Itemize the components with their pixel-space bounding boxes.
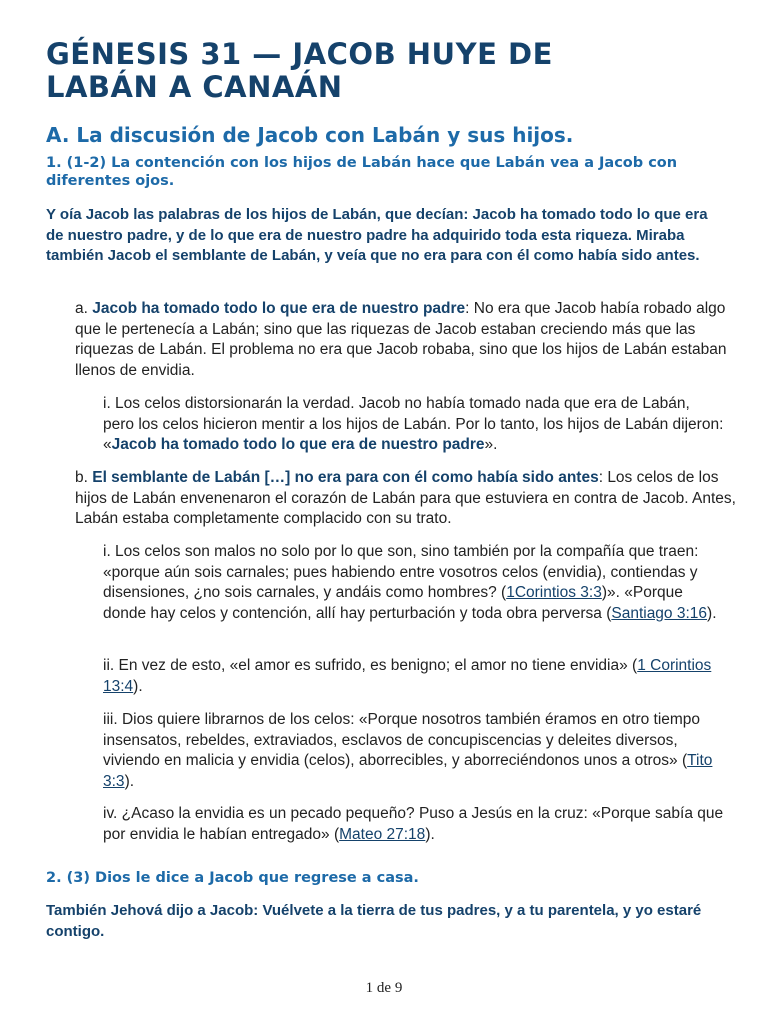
subheading-1: 1. (1-2) La contención con los hijos de Labán hace que Labán vea a Jacob con diferentes ojos. [46, 155, 678, 189]
reference-link-1-corintios-13-4[interactable]: 1 Corintios 13:4 [103, 657, 712, 695]
scripture-verse-2: También Jehová dijo a Jacob: Vuélvete a la tierra de tus padres, y a tu parentela, y yo estaré contigo. [46, 902, 702, 940]
point-b-marker: b. [75, 469, 93, 486]
reference-link-mateo-27-18[interactable]: Mateo 27:18 [339, 825, 426, 843]
point-b-iii-text-2: ). [124, 772, 135, 790]
point-a-i-text: i. Los celos distorsionarán la verdad. Jacob no había tomado nada que era de Labán, pero los celos hicieron mentir a los hijos de Labán. Por lo tanto, los hijos de Labán dijeron: « [103, 395, 724, 453]
section-heading-a: A. La discusión de Jacob con Labán y sus hijos. [46, 123, 574, 147]
point-a-i-quote: Jacob ha tomado todo lo que era de nuestro padre [111, 436, 485, 453]
point-b-iv-text-2: ). [425, 825, 435, 843]
point-b-i [103, 542, 725, 624]
point-b [75, 468, 747, 530]
title-line-1: GÉNESIS 31 — JACOB HUYE DE [46, 37, 553, 71]
point-b-i-text-1: i. Los celos son malos no solo por lo que son, sino también por la compañía que traen: «porque aún sois carnales; pues habiendo entre vosotros celos (envidia), contiendas y disensiones, ¿no sois carnales, y andáis como hombres? ( [103, 543, 699, 601]
point-b-ii-text-1: ii. En vez de esto, «el amor es sufrido, es benigno; el amor no tiene envidia» ( [103, 657, 638, 674]
point-a-i-end: ». [484, 436, 498, 453]
point-b-text: : Los celos de los hijos de Labán envenenaron el corazón de Labán para que estuviera en contra de Jacob. Antes, Labán estaba completamente complacido con su trato. [75, 469, 736, 527]
point-b-iii-text-1: iii. Dios quiere librarnos de los celos: «Porque nosotros también éramos en otro tiempo insensatos, rebeldes, extraviados, esclavos de concupiscencias y deleites diversos, viviendo en malicia y envidia (celos), aborrecibles, y aborreciéndonos unos a otros» ( [103, 711, 701, 769]
point-b-iv-text-1: iv. ¿Acaso la envidia es un pecado pequeño? Puso a Jesús en la cruz: «Porque sabía que por envidia le habían entregado» ( [103, 805, 724, 843]
page-number: 1 de 9 [365, 980, 403, 996]
point-a [75, 299, 747, 381]
point-b-i-text-3: ). [707, 604, 717, 622]
point-b-iii [103, 710, 725, 792]
point-a-i [103, 394, 725, 456]
point-b-ii-text-2: ). [133, 677, 143, 695]
scripture-verse-1: Y oía Jacob las palabras de los hijos de Labán, que decían: Jacob ha tomado todo lo que era de nuestro padre, y de lo que era de nuestro padre ha adquirido toda esta riqueza. Miraba también Jacob el semblante de Labán, y veía que no era para con él como había sido antes. [46, 206, 708, 264]
point-a-text: : No era que Jacob había robado algo que le pertenecía a Labán; sino que las riquezas de Jacob estaban creciendo más que las riquezas de Labán. El problema no era que Jacob robaba, sino que los hijos de Labán estaban llenos de envidia. [75, 300, 727, 379]
point-b-iv [103, 804, 725, 845]
point-a-marker: a. [75, 300, 93, 317]
page-title [46, 38, 726, 104]
title-line-2: LABÁN A CANAÁN [46, 70, 343, 104]
point-b-i-text-2: )». «Porque donde hay celos y contención, allí hay perturbación y toda obra perversa ( [103, 584, 683, 622]
reference-link-santiago-3-16[interactable]: Santiago 3:16 [611, 604, 708, 622]
point-b-quote: El semblante de Labán […] no era para con él como había sido antes [92, 469, 599, 486]
point-a-quote: Jacob ha tomado todo lo que era de nuestro padre [92, 300, 466, 317]
subheading-2: 2. (3) Dios le dice a Jacob que regrese a casa. [46, 870, 419, 886]
point-b-ii [103, 656, 725, 697]
reference-link-1-corintios-3-3[interactable]: 1Corintios 3:3 [506, 584, 602, 601]
reference-link-tito-3-3[interactable]: Tito 3:3 [103, 752, 713, 790]
